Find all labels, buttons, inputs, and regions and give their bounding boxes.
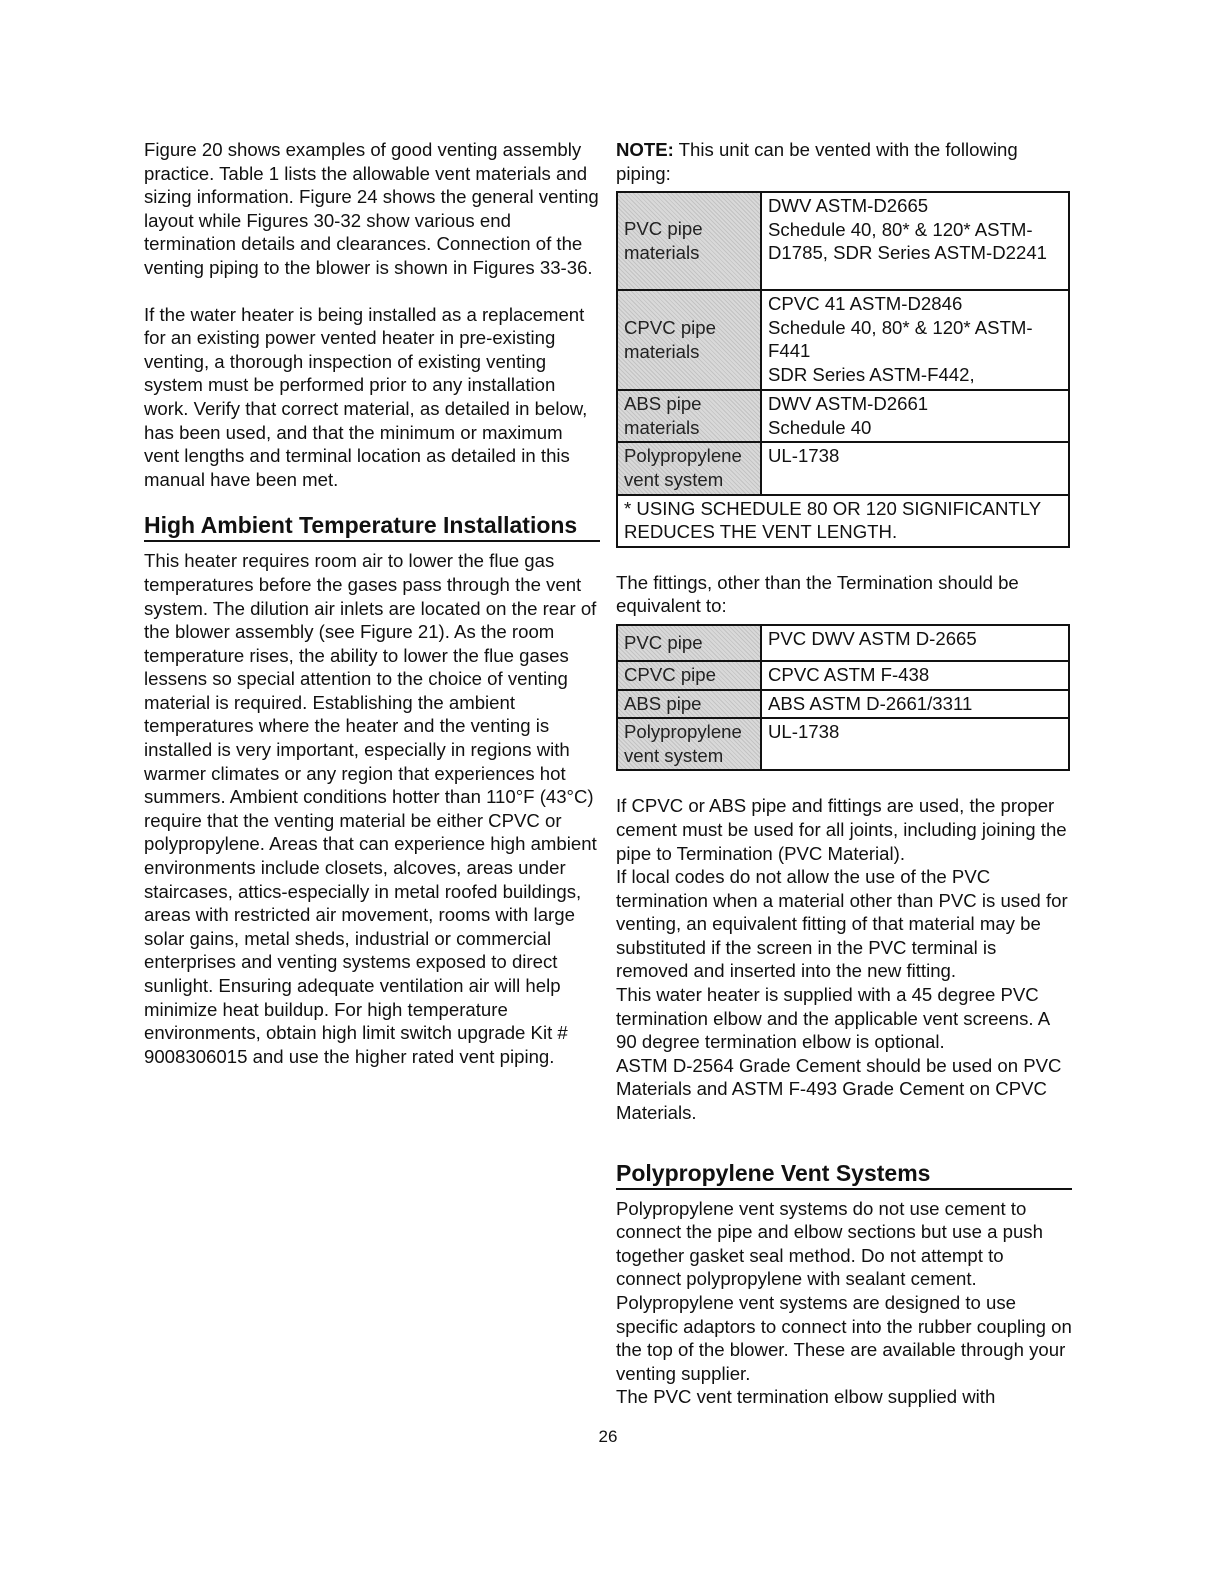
replacement-paragraph: If the water heater is being installed as a replacement for an existing power vented heater in pre-existing venting, a thorough inspection of existing venting system must be performed prior to any installation work. Verify that correct material, as detailed in below, has been used, and that the minimum or maximum vent lengths and terminal location as detailed in this manual have been met.	[144, 303, 588, 490]
table-row	[617, 625, 1069, 661]
table-value-cell: CPVC ASTM F-438	[761, 661, 1069, 690]
table-footnote-row	[617, 495, 1069, 547]
table-value-line: UL-1738	[768, 445, 840, 467]
note-text: This unit can be vented with the following piping:	[616, 139, 1018, 184]
table-value-cell: UL-1738	[761, 718, 1069, 770]
polypropylene-paragraph-2: Polypropylene vent systems are designed to use specific adaptors to connect into the rubber coupling on the top of the blower. These are available through your venting supplier.	[616, 1292, 1072, 1384]
table-row	[617, 442, 1069, 494]
high-ambient-paragraph: This heater requires room air to lower the flue gas temperatures before the gases pass through the vent system. The dilution air inlets are located on the rear of the blower assembly (see Figure 21). As the room temperature rises, the ability to lower the flue gases lessens so special attention to the choice of venting material is required. Establishing the ambient temperatures where the heater and the venting is installed is very important, especially in regions with warmer climates or any region that experiences hot summers. Ambient conditions hotter than 110°F (43°C) require that the venting material be either CPVC or polypropylene. Areas that can experience high ambient environments include closets, alcoves, areas under staircases, attics-especially in metal roofed buildings, areas with restricted air movement, rooms with large solar gains, metal sheds, industrial or commercial enterprises and venting systems exposed to direct sunlight. Ensuring adequate ventilation air will help minimize heat buildup. For high temperature environments, obtain high limit switch upgrade Kit # 9008306015 and use the higher rated vent piping.	[144, 550, 597, 1067]
table-row	[617, 290, 1069, 390]
table-value-cell: PVC DWV ASTM D-2665	[761, 625, 1069, 661]
table-value-cell: ABS ASTM D-2661/3311	[761, 690, 1069, 719]
table-row	[617, 192, 1069, 290]
table-value-line: DWV ASTM-D2661	[768, 393, 929, 415]
note-label: NOTE:	[616, 139, 674, 160]
table-label-cell: Polypropylene vent system	[617, 442, 761, 494]
table-label-cell: CPVC pipe	[617, 661, 761, 690]
table-value-line: DWV ASTM-D2665	[768, 195, 929, 217]
page-number: 26	[598, 1427, 618, 1446]
table-label-cell: ABS pipe	[617, 690, 761, 719]
left-column	[144, 138, 600, 1068]
table-row	[617, 390, 1069, 442]
table-row	[617, 718, 1069, 770]
table-value-line: Schedule 40	[768, 416, 872, 438]
polypropylene-heading: Polypropylene Vent Systems	[616, 1159, 1072, 1190]
table-label-cell: ABS pipe materials	[617, 390, 761, 442]
cement-paragraph-4: ASTM D-2564 Grade Cement should be used on PVC Materials and ASTM F-493 Grade Cement on CPVC Materials.	[616, 1054, 1062, 1124]
piping-table	[616, 191, 1070, 548]
polypropylene-paragraph-3: The PVC vent termination elbow supplied with	[616, 1386, 996, 1408]
table-value-cell	[761, 290, 1069, 390]
table-footnote: * USING SCHEDULE 80 OR 120 SIGNIFICANTLY REDUCES THE VENT LENGTH.	[617, 495, 1069, 547]
table-value-cell	[761, 390, 1069, 442]
table-label-cell: PVC pipe	[617, 625, 761, 661]
cement-paragraph-1: If CPVC or ABS pipe and fittings are used, the proper cement must be used for all joints, including joining the pipe to Termination (PVC Material).	[616, 795, 1067, 864]
table-value-cell	[761, 442, 1069, 494]
table-label-cell: PVC pipe materials	[617, 192, 761, 290]
table-value-cell	[761, 192, 1069, 290]
cement-paragraph-2: If local codes do not allow the use of the PVC termination when a material other than PVC is used for venting, an equivalent fitting of that material may be substituted if the screen in the PVC terminal is removed and inserted into the new fitting.	[616, 866, 1068, 982]
table-value-line: Schedule 40, 80* & 120* ASTM-F441	[768, 316, 1033, 362]
note-paragraph	[616, 138, 1072, 185]
fittings-table	[616, 624, 1070, 771]
table-value-line: SDR Series ASTM-F442,	[768, 363, 975, 385]
table-row	[617, 661, 1069, 690]
right-column	[616, 138, 1072, 1409]
table-value-line: Schedule 40, 80* & 120* ASTM-D1785, SDR Series ASTM-D2241	[768, 218, 1048, 264]
high-ambient-heading: High Ambient Temperature Installations	[144, 511, 600, 542]
table-value-line: CPVC 41 ASTM-D2846	[768, 293, 963, 315]
fittings-intro: The fittings, other than the Termination should be equivalent to:	[616, 571, 1019, 617]
polypropylene-paragraph-1: Polypropylene vent systems do not use cement to connect the pipe and elbow sections but use a push together gasket seal method. Do not attempt to connect polypropylene with sealant cement.	[616, 1197, 1043, 1290]
intro-paragraph: Figure 20 shows examples of good venting assembly practice. Table 1 lists the allowable vent materials and sizing information. Figure 24 shows the general venting layout while Figures 30-32 show various end termination details and clearances. Connection of the venting piping to the blower is shown in Figures 33-36.	[144, 139, 599, 278]
table-label-cell: Polypropylene vent system	[617, 718, 761, 770]
table-label-cell: CPVC pipe materials	[617, 290, 761, 390]
cement-paragraph-3: This water heater is supplied with a 45 degree PVC termination elbow and the applicable vent screens. A 90 degree termination elbow is optional.	[616, 984, 1050, 1053]
table-row	[617, 690, 1069, 719]
